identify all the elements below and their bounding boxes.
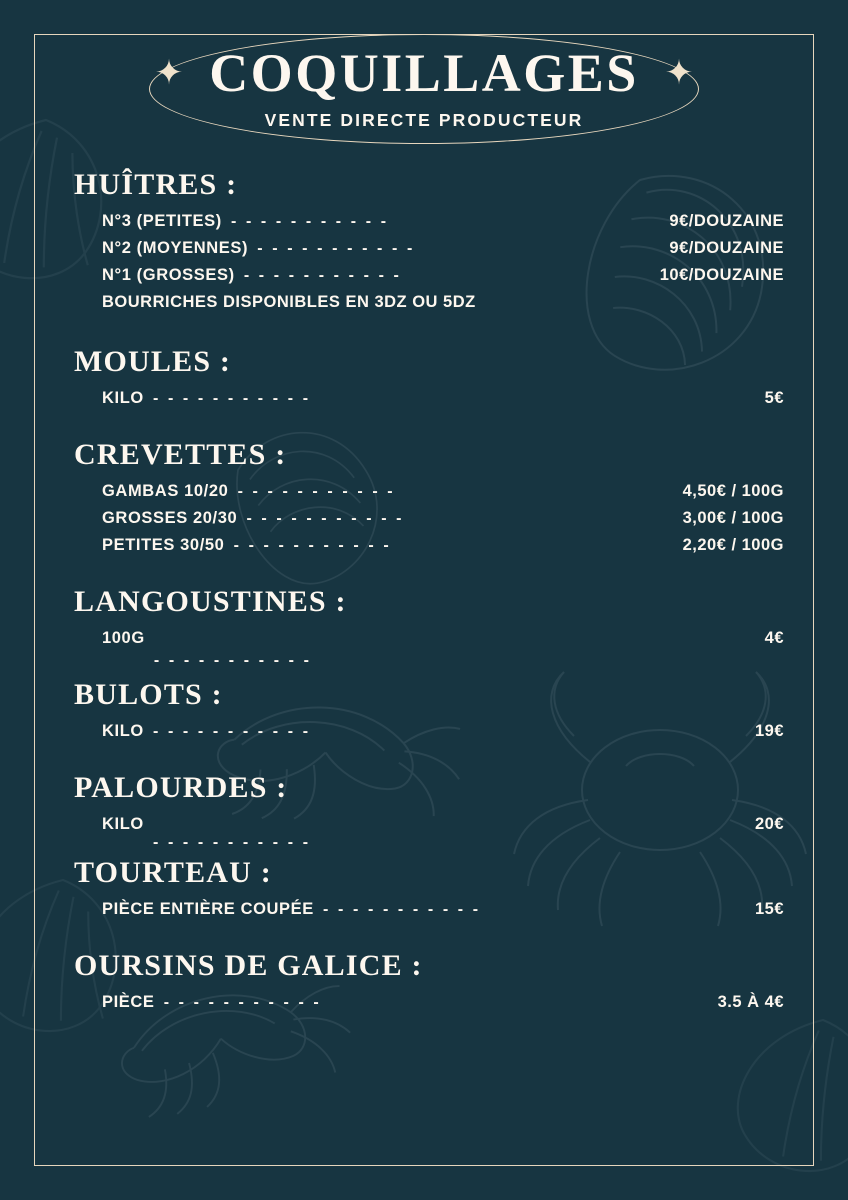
item-price: 15€ xyxy=(754,899,784,918)
item-price: 9€/DOUZAINE xyxy=(669,238,784,257)
item-label: GAMBAS 10/20 xyxy=(102,482,229,501)
menu-item-row xyxy=(74,532,788,559)
item-price: 3,00€ / 100G xyxy=(682,509,784,528)
page-title: COQUILLAGES xyxy=(209,43,639,103)
item-price: 5€ xyxy=(764,389,784,408)
menu-section xyxy=(74,585,788,670)
item-label: KILO xyxy=(102,814,144,833)
section-title: PALOURDES : xyxy=(74,770,288,804)
menu-section xyxy=(74,438,788,559)
item-price: 2,20€ / 100G xyxy=(682,536,784,555)
dotted-leader: - - - - - - - - - - - xyxy=(152,390,311,408)
menu-section xyxy=(74,770,788,851)
menu-item-row xyxy=(74,896,788,923)
item-label: PIÈCE ENTIÈRE COUPÉE xyxy=(102,899,314,918)
menu-item-row xyxy=(74,811,788,851)
item-label: N°3 (PETITES) xyxy=(102,212,222,230)
menu-item-row xyxy=(74,718,788,745)
item-label: PETITES 30/50 xyxy=(102,536,225,555)
item-price: 19€ xyxy=(754,721,784,740)
item-label: 100G xyxy=(102,629,145,648)
item-label: GROSSES 20/30 xyxy=(102,509,238,528)
sparkle-left-icon: ✦ xyxy=(154,54,184,92)
dotted-leader: - - - - - - - - - - - xyxy=(233,537,392,555)
dotted-leader: - - - - - - - - - - - xyxy=(230,213,389,230)
section-title: LANGOUSTINES : xyxy=(74,585,347,619)
section-title: CREVETTES : xyxy=(74,438,287,472)
item-label: KILO xyxy=(102,389,144,408)
dotted-leader: - - - - - - - - - - - xyxy=(243,266,402,284)
dotted-leader: - - - - - - - - - - - xyxy=(237,483,396,501)
menu-item-row xyxy=(74,989,788,1016)
menu-item-row xyxy=(74,385,788,412)
menu-sections xyxy=(0,168,848,1022)
item-price: 9€/DOUZAINE xyxy=(669,212,784,230)
section-title: BULOTS : xyxy=(74,677,223,711)
item-price: 10€/DOUZAINE xyxy=(659,265,784,284)
dotted-leader: - - - - - - - - - - - xyxy=(257,239,415,257)
menu-item-row xyxy=(74,208,788,235)
section-title: HUÎTRES : xyxy=(74,168,238,201)
item-price: 4€ xyxy=(764,629,784,648)
dotted-leader: - - - - - - - - - - - xyxy=(152,833,311,851)
sparkle-right-icon: ✦ xyxy=(664,54,694,92)
menu-section xyxy=(74,678,788,745)
menu-section xyxy=(74,949,788,1016)
item-label: KILO xyxy=(102,721,144,740)
item-price: 3.5 À 4€ xyxy=(717,992,784,1011)
menu-item-row xyxy=(74,625,788,670)
item-price: 4,50€ / 100G xyxy=(682,482,784,501)
menu-section xyxy=(74,345,788,412)
item-price: 20€ xyxy=(754,814,784,833)
menu-item-row xyxy=(74,478,788,505)
menu-item-row xyxy=(74,262,788,289)
section-title: OURSINS DE GALICE : xyxy=(74,948,423,982)
section-title: TOURTEAU : xyxy=(74,855,272,889)
menu-section xyxy=(74,168,788,315)
dotted-leader: - - - - - - - - - - - xyxy=(323,900,481,918)
dotted-leader: - - - - - - - - - - - xyxy=(246,510,405,528)
item-label: N°1 (GROSSES) xyxy=(102,265,235,284)
menu-item-row xyxy=(74,235,788,262)
page-subtitle: VENTE DIRECTE PRODUCTEUR xyxy=(264,110,584,130)
item-label: PIÈCE xyxy=(102,992,155,1011)
section-title: MOULES : xyxy=(74,345,232,379)
menu-section xyxy=(74,856,788,923)
dotted-leader: - - - - - - - - - - - xyxy=(152,722,311,740)
section-note: BOURRICHES DISPONIBLES EN 3DZ OU 5DZ xyxy=(102,292,476,311)
menu-item-row xyxy=(74,505,788,532)
dotted-leader: - - - - - - - - - - - xyxy=(153,652,312,670)
item-label: N°2 (MOYENNES) xyxy=(102,238,249,257)
dotted-leader: - - - - - - - - - - - xyxy=(163,993,322,1011)
menu-header xyxy=(0,20,848,131)
